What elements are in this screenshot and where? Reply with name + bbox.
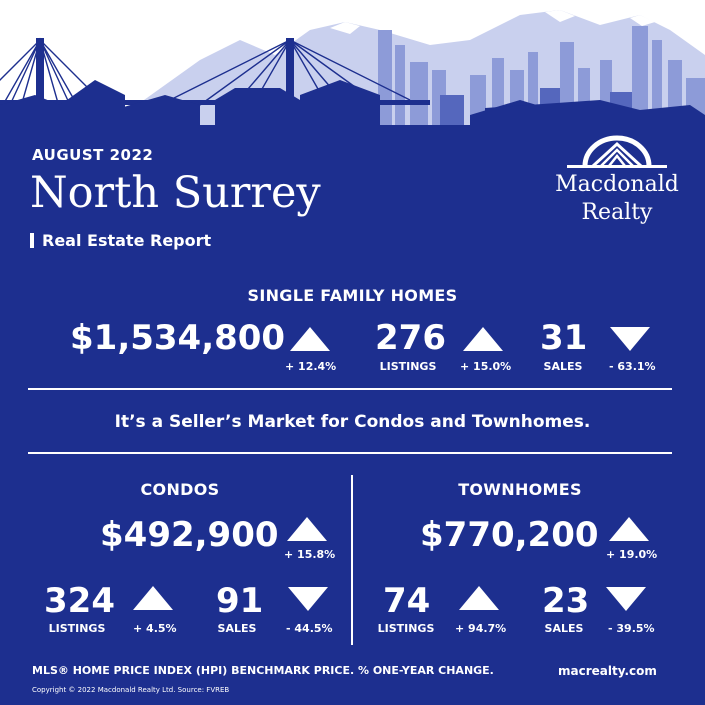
sunburst-logo-icon	[555, 132, 679, 172]
townhomes-sales: 23	[542, 581, 590, 621]
condos-listings-change: + 4.5%	[133, 622, 177, 635]
single-family-listings: 276	[375, 318, 446, 358]
townhomes-listings-change: + 94.7%	[455, 622, 507, 635]
single-family-sales: 31	[540, 318, 588, 358]
divider-top	[28, 388, 672, 390]
condos-sales-change: - 44.5%	[286, 622, 333, 635]
condos-sales-label: SALES	[217, 622, 257, 635]
divider-vertical	[351, 475, 353, 645]
condos-listings-label: LISTINGS	[48, 622, 106, 635]
townhomes-price: $770,200	[420, 515, 599, 555]
condos-listings: 324	[44, 581, 115, 621]
single-family-title: SINGLE FAMILY HOMES	[247, 286, 458, 305]
single-family-sales-label: SALES	[543, 360, 583, 373]
report-month: AUGUST 2022	[32, 146, 154, 164]
single-family-sales-change: - 63.1%	[609, 360, 656, 373]
subtitle-bar	[30, 233, 34, 248]
footer-copyright: Copyright © 2022 Macdonald Realty Ltd. Source: FVREB	[32, 686, 230, 694]
brand-name-line2: Realty	[581, 200, 653, 225]
condos-price-change: + 15.8%	[284, 548, 336, 561]
brand-name-line1: Macdonald	[555, 172, 679, 197]
report-subtitle	[30, 231, 211, 250]
condos-price-up-icon	[285, 515, 329, 543]
townhomes-sales-down-icon	[604, 585, 648, 613]
price-up-icon	[288, 325, 332, 353]
sales-down-icon	[608, 325, 652, 353]
townhomes-price-up-icon	[607, 515, 651, 543]
townhomes-sales-change: - 39.5%	[608, 622, 655, 635]
condos-sales: 91	[216, 581, 264, 621]
single-family-listings-label: LISTINGS	[379, 360, 437, 373]
macdonald-realty-logo	[555, 132, 679, 227]
single-family-listings-change: + 15.0%	[460, 360, 512, 373]
divider-middle	[28, 452, 672, 454]
condos-price: $492,900	[100, 515, 279, 555]
city-title: North Surrey	[30, 168, 321, 218]
single-family-price-change: + 12.4%	[285, 360, 337, 373]
townhomes-listings-label: LISTINGS	[377, 622, 435, 635]
townhomes-price-change: + 19.0%	[606, 548, 658, 561]
townhomes-title: TOWNHOMES	[458, 480, 582, 499]
market-statement: It’s a Seller’s Market for Condos and Townhomes.	[114, 412, 591, 432]
townhomes-listings: 74	[383, 581, 431, 621]
listings-up-icon	[461, 325, 505, 353]
website-link[interactable]: macrealty.com	[558, 664, 657, 678]
condos-listings-up-icon	[131, 584, 175, 612]
townhomes-sales-label: SALES	[544, 622, 584, 635]
footer-note: MLS® HOME PRICE INDEX (HPI) BENCHMARK PRICE. % ONE-YEAR CHANGE.	[32, 664, 494, 677]
condos-title: CONDOS	[140, 480, 220, 499]
single-family-price: $1,534,800	[70, 318, 286, 358]
condos-sales-down-icon	[286, 585, 330, 613]
townhomes-listings-up-icon	[457, 584, 501, 612]
subtitle-text: Real Estate Report	[42, 231, 212, 250]
